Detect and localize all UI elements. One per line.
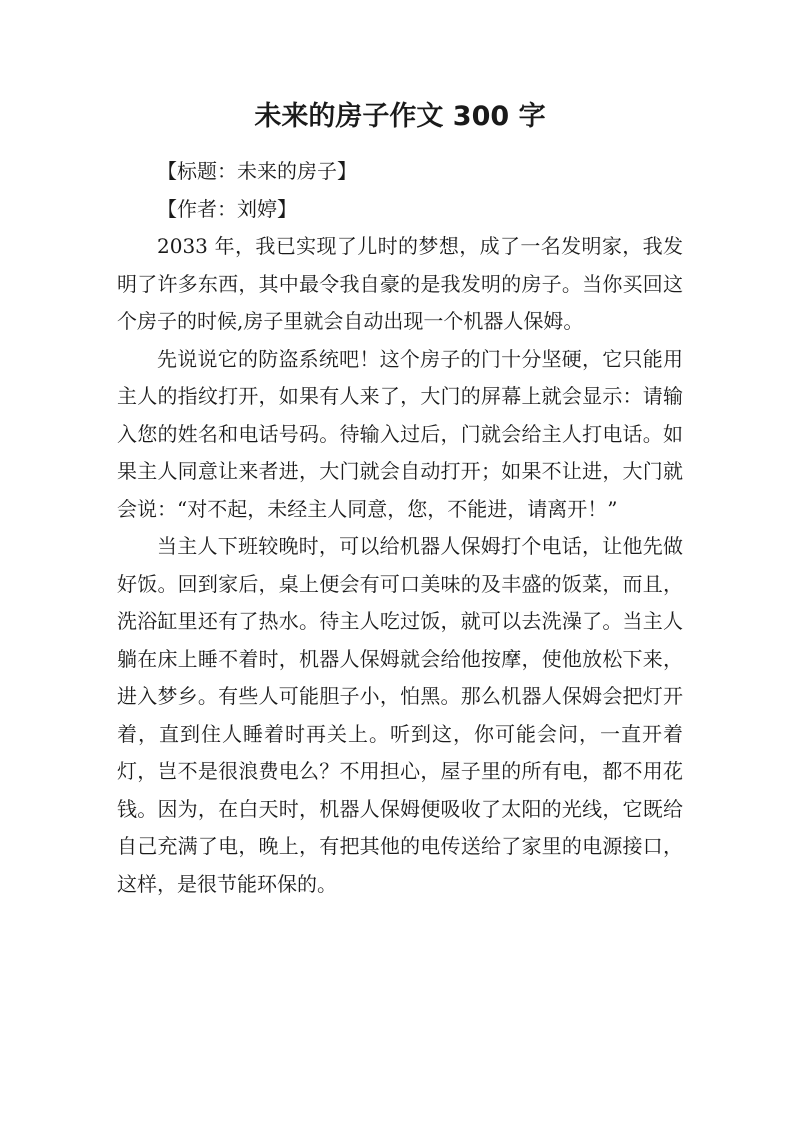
paragraph-robot-nanny: 当主人下班较晚时，可以给机器人保姆打个电话，让他先做好饭。回到家后，桌上便会有可口美味的及丰盛的饭菜，而且，洗浴缸里还有了热水。待主人吃过饭，就可以去洗澡了。当主人躺在床上睡不着时，机器人保姆就会给他按摩，使他放松下来，进入梦乡。有些人可能胆子小，怕黑。那么机器人保姆会把灯开着，直到住人睡着时再关上。听到这，你可能会问，一直开着灯，岂不是很浪费电么？不用担心，屋子里的所有电，都不用花钱。因为，在白天时，机器人保姆便吸收了太阳的光线，它既给自己充满了电，晚上，有把其他的电传送给了家里的电源接口，这样，是很节能环保的。 bbox=[117, 534, 683, 896]
paragraph-intro: 2033 年，我已实现了儿时的梦想，成了一名发明家，我发明了许多东西，其中最令我自豪的是我发明的房子。当你买回这个房子的时候,房子里就会自动出现一个机器人保姆。 bbox=[117, 234, 683, 333]
paragraph-security: 先说说它的防盗系统吧！这个房子的门十分坚硬，它只能用主人的指纹打开，如果有人来了，大门的屏幕上就会显示：请输入您的姓名和电话号码。待输入过后，门就会给主人打电话。如果主人同意让来者进，大门就会自动打开；如果不让进，大门就会说：“对不起，未经主人同意，您，不能进，请离开！” bbox=[117, 346, 683, 521]
meta-author-line: 【作者：刘婷】 bbox=[157, 196, 297, 221]
document-title: 未来的房子作文 300 字 bbox=[254, 101, 546, 132]
document-body bbox=[117, 153, 683, 903]
meta-title-line: 【标题：未来的房子】 bbox=[157, 159, 357, 183]
